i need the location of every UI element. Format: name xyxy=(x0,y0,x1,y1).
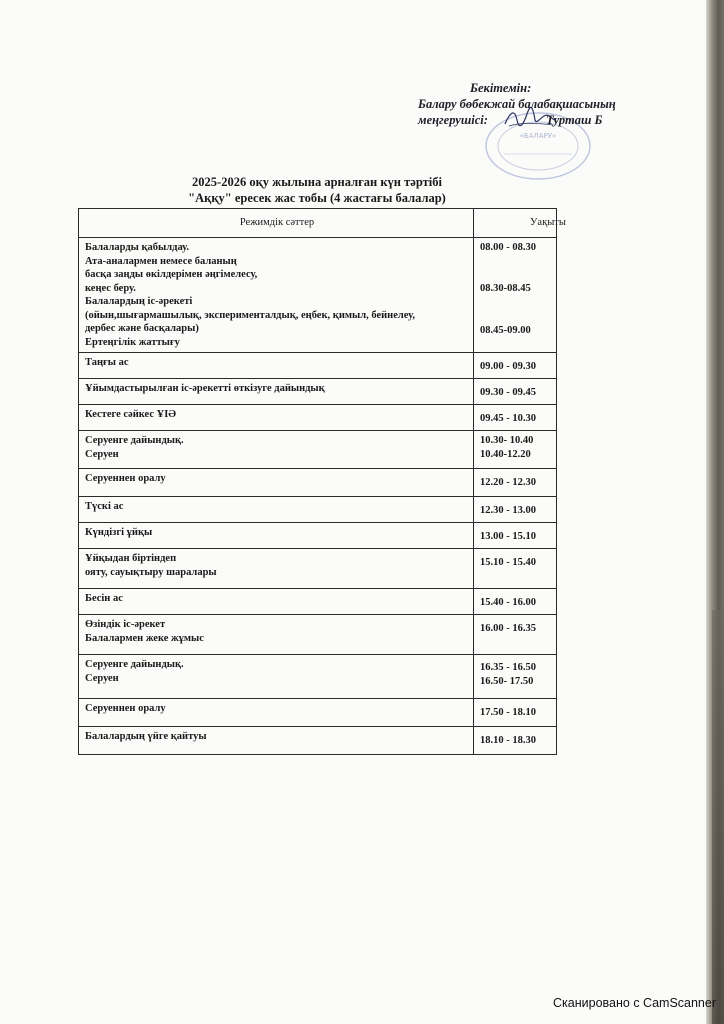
approval-signer xyxy=(418,112,658,128)
table-row xyxy=(79,405,557,431)
activity-cell xyxy=(79,615,474,655)
activity-cell xyxy=(79,589,474,615)
table-row xyxy=(79,615,557,655)
activity-line: Серуен xyxy=(85,672,119,684)
table-row xyxy=(79,523,557,549)
approval-heading: Бекітемін: xyxy=(470,81,532,95)
table-row xyxy=(79,238,557,353)
time-cell xyxy=(474,405,557,431)
title-line-1: 2025-2026 оқу жылына арналған күн тәртібі xyxy=(192,175,442,189)
activity-line: Балалармен жеке жұмыс xyxy=(85,632,204,644)
time-value: 13.00 - 15.10 xyxy=(480,531,536,542)
activity-cell xyxy=(79,353,474,379)
time-value: 09.00 - 09.30 xyxy=(480,361,536,372)
time-cell xyxy=(474,238,557,353)
time-value: 09.45 - 10.30 xyxy=(480,413,536,424)
activity-line: Серуеннен оралу xyxy=(85,473,166,484)
table-row xyxy=(79,589,557,615)
table-row xyxy=(79,655,557,699)
title-line-2: "Аққу" ересек жас тобы (4 жастағы балалар) xyxy=(188,191,446,205)
time-value: 09.30 - 09.45 xyxy=(480,387,536,398)
time-value: 10.30- 10.40 xyxy=(480,435,534,446)
activity-cell xyxy=(79,238,474,353)
activity-line: Балалардың іс-әрекеті xyxy=(85,296,193,307)
table-row xyxy=(79,549,557,589)
activity-line: Серуенге дайындық. xyxy=(85,435,184,446)
time-value: 15.40 - 16.00 xyxy=(480,597,536,608)
activity-line: (ойын,шығармашылық, эксперименталдық, еңбек, қимыл, бейнелеу, xyxy=(85,309,416,321)
activity-cell xyxy=(79,431,474,469)
activity-cell xyxy=(79,469,474,497)
time-value: 16.35 - 16.50 xyxy=(480,662,536,673)
schedule-table xyxy=(78,208,566,755)
activity-line: дербес және басқалары) xyxy=(85,323,199,334)
time-value: 10.40-12.20 xyxy=(480,448,531,460)
time-spacer xyxy=(480,255,552,282)
time-value: 16.00 - 16.35 xyxy=(480,623,536,634)
time-cell xyxy=(474,469,557,497)
activity-cell xyxy=(79,497,474,523)
time-cell xyxy=(474,699,557,727)
activity-cell xyxy=(79,655,474,699)
activity-cell xyxy=(79,727,474,755)
activity-line: Ұйқыдан біртіндеп xyxy=(85,553,177,564)
time-value: 08.00 - 08.30 xyxy=(480,242,536,253)
table-row xyxy=(79,353,557,379)
time-cell xyxy=(474,431,557,469)
time-value: 18.10 - 18.30 xyxy=(480,735,536,746)
time-cell xyxy=(474,727,557,755)
camscanner-watermark: Сканировано с CamScanner xyxy=(553,996,716,1010)
time-cell xyxy=(474,549,557,589)
table-row xyxy=(79,469,557,497)
table-row xyxy=(79,727,557,755)
time-value: 16.50- 17.50 xyxy=(480,675,534,687)
activity-line: кеңес беру. xyxy=(85,282,136,294)
activity-line: Ата-аналармен немесе баланың xyxy=(85,255,237,267)
approval-role: меңгерушісі: xyxy=(418,113,488,127)
activity-cell xyxy=(79,523,474,549)
activity-line: Ұйымдастырылған іс-әрекетті өткізуге дайындық xyxy=(85,383,325,394)
activity-line: Серуеннен оралу xyxy=(85,703,166,714)
time-cell xyxy=(474,497,557,523)
svg-text:«БАЛАРУ»: «БАЛАРУ» xyxy=(519,132,557,140)
time-spacer xyxy=(480,295,552,324)
time-cell xyxy=(474,589,557,615)
activity-line: Балалардың үйге қайтуы xyxy=(85,731,207,742)
time-value: 08.45-09.00 xyxy=(480,325,531,336)
approval-name: Турташ Б xyxy=(546,113,603,127)
time-value: 17.50 - 18.10 xyxy=(480,707,536,718)
time-value: 12.30 - 13.00 xyxy=(480,505,536,516)
activity-line: Таңғы ас xyxy=(85,357,129,368)
time-cell xyxy=(474,523,557,549)
activity-line: Кестеге сәйкес ҰІӘ xyxy=(85,409,177,420)
activity-line: Серуен xyxy=(85,448,119,460)
page-edge-dark xyxy=(712,610,724,1024)
activity-cell xyxy=(79,699,474,727)
table-row xyxy=(79,699,557,727)
approval-block xyxy=(418,80,658,128)
table-row xyxy=(79,379,557,405)
time-value: 08.30-08.45 xyxy=(480,282,531,294)
schedule-body xyxy=(79,238,557,755)
time-cell xyxy=(474,655,557,699)
activity-line: Түскі ас xyxy=(85,501,124,512)
activity-line: ояту, сауықтыру шаралары xyxy=(85,566,217,578)
activity-line: Балаларды қабылдау. xyxy=(85,242,189,253)
activity-line: Ертеңгілік жаттығу xyxy=(85,336,180,348)
table-header-row xyxy=(79,209,557,238)
time-value: 15.10 - 15.40 xyxy=(480,557,536,568)
activity-line: Күндізгі ұйқы xyxy=(85,527,153,538)
header-time: Уақыты xyxy=(474,209,557,238)
activity-cell xyxy=(79,549,474,589)
activity-line: Серуенге дайындық. xyxy=(85,659,184,670)
activity-line: басқа заңды өкілдерімен әңгімелесу, xyxy=(85,269,258,280)
table-row xyxy=(79,431,557,469)
activity-line: Өзіндік іс-әрекет xyxy=(85,619,166,630)
time-cell xyxy=(474,379,557,405)
activity-cell xyxy=(79,405,474,431)
table-row xyxy=(79,497,557,523)
document-title xyxy=(78,174,556,206)
approval-organization: Балару бөбекжай балабақшасының xyxy=(418,97,616,111)
time-cell xyxy=(474,353,557,379)
activity-cell xyxy=(79,379,474,405)
time-value: 12.20 - 12.30 xyxy=(480,477,536,488)
header-activity: Режимдік сәттер xyxy=(79,209,474,238)
activity-line: Бесін ас xyxy=(85,593,123,604)
time-cell xyxy=(474,615,557,655)
